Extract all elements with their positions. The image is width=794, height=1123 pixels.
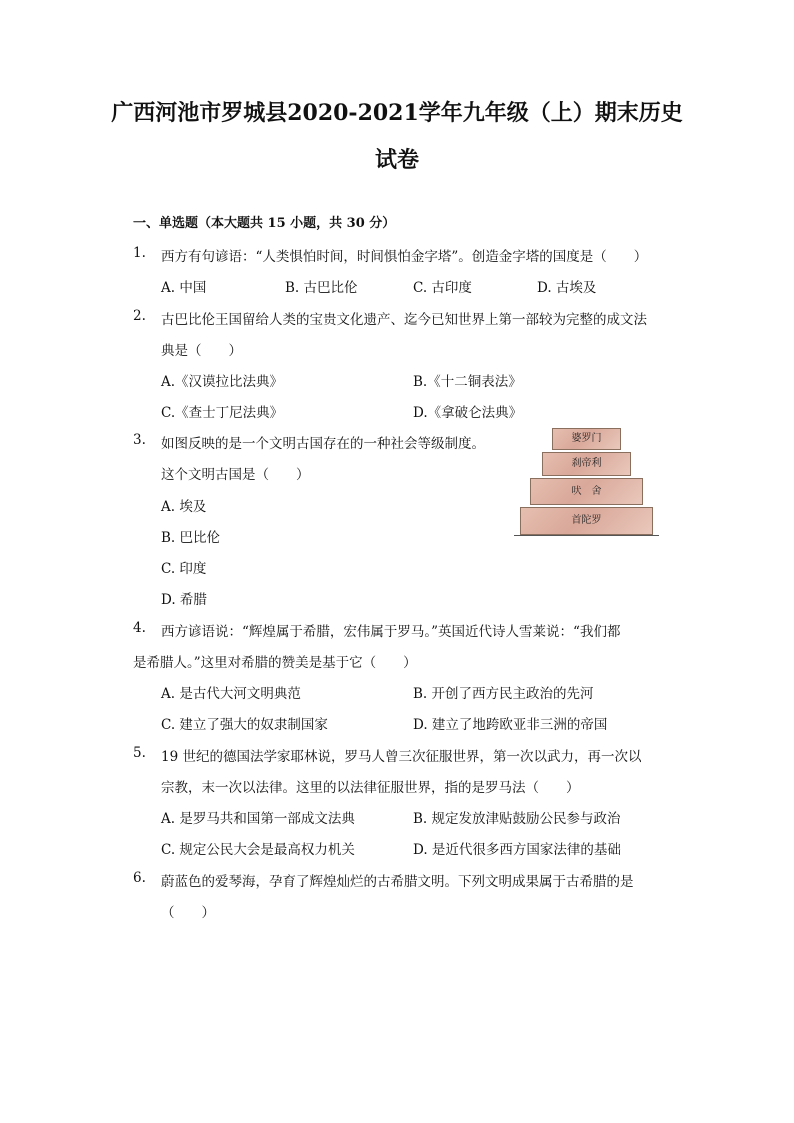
option-a[interactable]: A.《汉谟拉比法典》 (161, 374, 284, 390)
option-b[interactable]: B. 巴比伦 (161, 530, 221, 546)
pyramid-layer-kshatriya: 刹帝利 (542, 452, 631, 476)
question-text: 典是（ ） (161, 343, 242, 359)
pyramid-layer-vaishya: 吠 舍 (530, 478, 643, 505)
question-text: 古巴比伦王国留给人类的宝贵文化遗产、迄今已知世界上第一部较为完整的成文法 (161, 312, 647, 328)
question-number: 4. (133, 620, 146, 636)
question-text: 是希腊人。”这里对希腊的赞美是基于它（ ） (133, 655, 417, 671)
question-text: 宗教，末一次以法律。这里的以法律征服世界，指的是罗马法（ ） (161, 780, 580, 796)
paper-title-line2: 试卷 (374, 147, 419, 173)
option-d[interactable]: D. 希腊 (161, 592, 207, 608)
question-text: （ ） (161, 905, 215, 921)
question-text: 蔚蓝色的爱琴海，孕育了辉煌灿烂的古希腊文明。下列文明成果属于古希腊的是 (161, 874, 634, 890)
option-b[interactable]: B. 开创了西方民主政治的先河 (413, 686, 594, 702)
paper-title: 广西河池市罗城县2020-2021学年九年级（上）期末历史 (111, 100, 683, 126)
option-a[interactable]: A. 埃及 (161, 499, 207, 515)
question-number: 5. (133, 745, 146, 761)
option-d[interactable]: D.《拿破仑法典》 (413, 405, 523, 421)
option-b[interactable]: B.《十二铜表法》 (413, 374, 522, 390)
option-c[interactable]: C. 印度 (161, 561, 207, 577)
option-c[interactable]: C. 规定公民大会是最高权力机关 (161, 842, 355, 858)
option-d[interactable]: D. 建立了地跨欧亚非三洲的帝国 (413, 717, 608, 733)
option-c[interactable]: C. 建立了强大的奴隶制国家 (161, 717, 328, 733)
question-number: 2. (133, 308, 146, 324)
option-b[interactable]: B. 规定发放津贴鼓励公民参与政治 (413, 811, 621, 827)
option-d[interactable]: D. 古埃及 (537, 280, 597, 296)
question-number: 1. (133, 245, 146, 261)
question-number: 6. (133, 870, 146, 886)
question-text: 这个文明古国是（ ） (161, 467, 310, 483)
question-text: 19 世纪的德国法学家耶林说，罗马人曾三次征服世界，第一次以武力，再一次以 (161, 749, 642, 765)
option-d[interactable]: D. 是近代很多西方国家法律的基础 (413, 842, 621, 858)
option-c[interactable]: C. 古印度 (413, 280, 472, 296)
section-heading: 一、单选题（本大题共 15 小题，共 30 分） (133, 216, 396, 231)
question-text: 西方有句谚语：“人类惧怕时间，时间惧怕金字塔”。创造金字塔的国度是（ ） (161, 249, 648, 265)
pyramid-layer-shudra: 首陀罗 (520, 507, 653, 535)
pyramid-baseline (514, 535, 659, 536)
question-text: 如图反映的是一个文明古国存在的一种社会等级制度。 (161, 436, 485, 452)
question-text: 西方谚语说：“辉煌属于希腊，宏伟属于罗马。”英国近代诗人雪莱说：“我们都 (161, 624, 621, 640)
pyramid-layer-brahmin: 婆罗门 (552, 428, 621, 450)
option-a[interactable]: A. 是古代大河文明典范 (161, 686, 301, 702)
question-number: 3. (133, 432, 146, 448)
caste-pyramid-figure (514, 426, 659, 536)
option-b[interactable]: B. 古巴比伦 (285, 280, 358, 296)
option-c[interactable]: C.《查士丁尼法典》 (161, 405, 284, 421)
option-a[interactable]: A. 中国 (161, 280, 207, 296)
option-a[interactable]: A. 是罗马共和国第一部成文法典 (161, 811, 355, 827)
